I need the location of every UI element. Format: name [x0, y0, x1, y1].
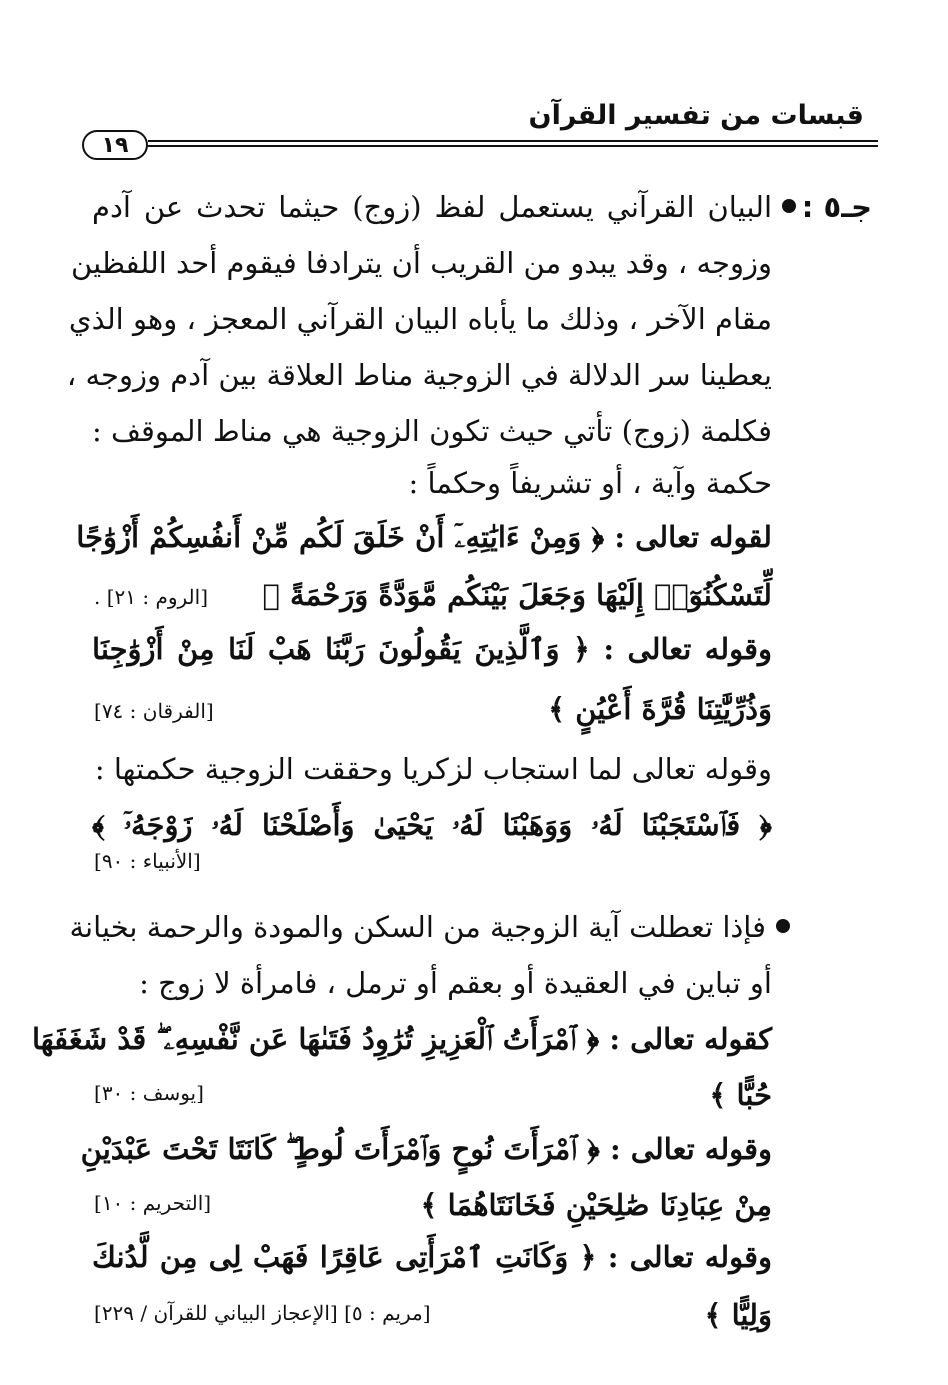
bullet-icon	[776, 919, 790, 933]
quran-line: لقوله تعالى : ﴿ وَمِنْ ءَايَٰتِهِۦٓ أَنْ خَلَقَ لَكُم مِّنْ أَنفُسِكُمْ أَزْوَٰجًا	[76, 520, 772, 554]
answer-label: جـ٥ :	[801, 190, 872, 224]
source-citation: [التحريم : ١٠]	[94, 1191, 212, 1215]
quran-line: حُبًّا ﴾	[709, 1078, 772, 1112]
text-line: حكمة وآية ، أو تشريفاً وحكماً :	[408, 466, 772, 500]
quran-line: مِنْ عِبَادِنَا صَٰلِحَيْنِ فَخَانَتَاهُمَا ﴾	[420, 1188, 772, 1222]
quran-line: وَذُرِّيَّٰتِنَا قُرَّةَ أَعْيُنٍ ﴾	[548, 692, 772, 726]
quran-line: وقوله تعالى : ﴿ وَٱلَّذِينَ يَقُولُونَ رَبَّنَا هَبْ لَنَا مِنْ أَزْوَٰجِنَا	[92, 632, 772, 666]
text-line: يعطينا سر الدلالة في الزوجية مناط العلاقة بين آدم وزوجه ،	[66, 358, 772, 392]
source-citation: [مريم : ٥] [الإعجاز البياني للقرآن / ٢٢٩]	[94, 1301, 431, 1325]
bullet-icon	[782, 199, 796, 213]
text-line: البيان القرآني يستعمل لفظ (زوج) حيثما تحدث عن آدم	[92, 190, 772, 224]
quran-line: لِّتَسْكُنُوٓا۟ إِلَيْهَا وَجَعَلَ بَيْنَكُم مَّوَدَّةً وَرَحْمَةً ﴾	[262, 578, 772, 612]
text-line: وزوجه ، وقد يبدو من القريب أن يترادفا فيقوم أحد اللفظين	[71, 246, 772, 280]
text-line: فكلمة (زوج) تأتي حيث تكون الزوجية هي مناط الموقف :	[92, 414, 772, 448]
text-line: أو تباين في العقيدة أو بعقم أو ترمل ، فامرأة لا زوج :	[139, 966, 772, 1000]
text-line: وقوله تعالى لما استجاب لزكريا وحققت الزوجية حكمتها :	[94, 752, 772, 786]
page-number-badge: ١٩	[82, 130, 148, 160]
header-rule	[148, 140, 878, 147]
text-line: فإذا تعطلت آية الزوجية من السكن والمودة والرحمة بخيانة	[69, 910, 766, 944]
text-line: مقام الآخر ، وذلك ما يأباه البيان القرآني المعجز ، وهو الذي	[68, 302, 772, 336]
running-header-title: قبسات من تفسير القرآن	[528, 100, 864, 131]
quran-line: وَلِيًّا ﴾	[704, 1298, 772, 1332]
source-citation: [الروم : ٢١] .	[94, 585, 208, 609]
quran-line: وقوله تعالى : ﴿ وَكَانَتِ ٱمْرَأَتِى عَاقِرًا فَهَبْ لِى مِن لَّدُنكَ	[92, 1240, 772, 1274]
source-citation: [الفرقان : ٧٤]	[94, 699, 214, 723]
quran-line: وقوله تعالى : ﴿ ٱمْرَأَتَ نُوحٍ وَٱمْرَأَتَ لُوطٍ ۖ كَانَتَا تَحْتَ عَبْدَيْنِ	[80, 1132, 772, 1166]
quran-line: كقوله تعالى : ﴿ ٱمْرَأَتُ ٱلْعَزِيزِ تُرَٰوِدُ فَتَىٰهَا عَن نَّفْسِهِۦ ۖ قَدْ شَغَفَهَا	[31, 1022, 772, 1056]
source-citation: [يوسف : ٣٠]	[94, 1081, 204, 1105]
quran-line: ﴿ فَٱسْتَجَبْنَا لَهُۥ وَوَهَبْنَا لَهُۥ يَحْيَىٰ وَأَصْلَحْنَا لَهُۥ زَوْجَهُۥٓ ﴾	[92, 808, 772, 842]
source-citation: [الأنبياء : ٩٠]	[94, 849, 201, 873]
